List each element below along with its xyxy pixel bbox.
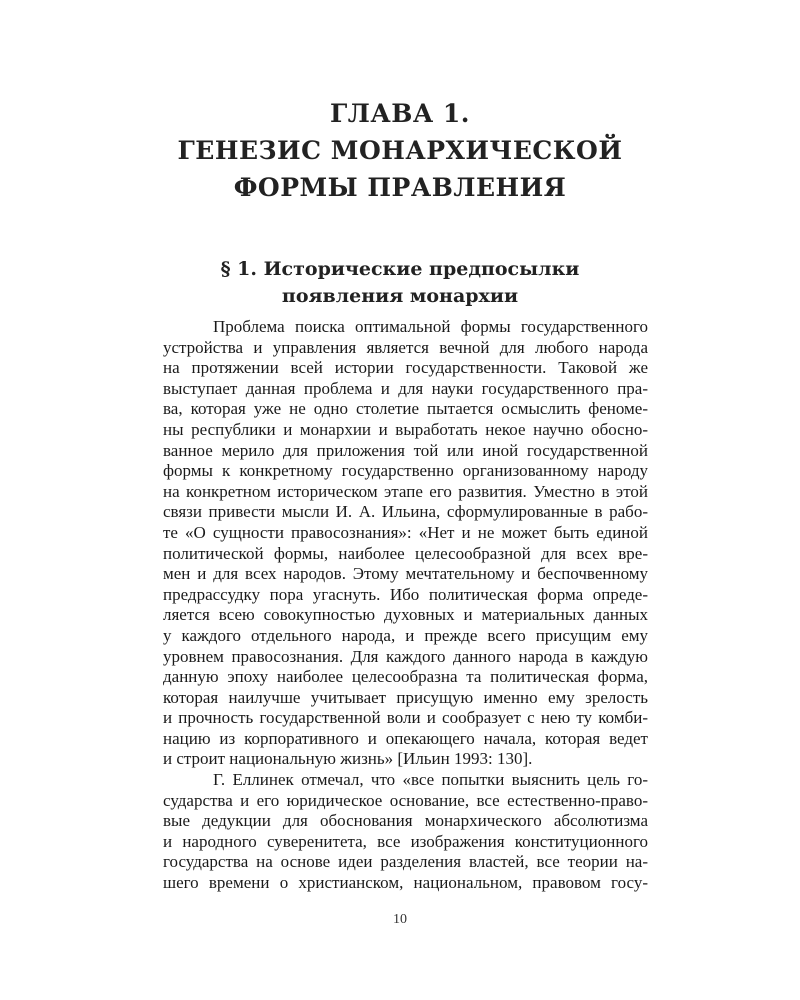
text-line: выступает данная проблема и для науки государственного пра- bbox=[163, 378, 648, 398]
chapter-title-line: ГЛАВА 1. bbox=[329, 99, 471, 128]
text-line: связи привести мысли И. А. Ильина, сформулированные в рабо- bbox=[163, 502, 648, 522]
page-number: 10 bbox=[393, 912, 407, 927]
text-line: на конкретном историческом этапе его развития. Уместно в этой bbox=[163, 481, 648, 501]
section-title bbox=[0, 256, 800, 310]
text-line: те «О сущности правосознания»: «Нет и не может быть единой bbox=[163, 522, 648, 542]
text-line: предрассудку пора угаснуть. Ибо политическая форма опреде- bbox=[163, 584, 648, 604]
text-line: нацию из корпоративного и опекающего начала, которая ведет bbox=[163, 728, 648, 748]
chapter-title bbox=[0, 95, 800, 206]
chapter-title-line: ГЕНЕЗИС МОНАРХИЧЕСКОЙ bbox=[177, 136, 623, 165]
text-line: и прочность государственной воли и сообразует с нею ту комби- bbox=[163, 708, 648, 728]
text-line: и строит национальную жизнь» [Ильин 1993: 130]. bbox=[163, 749, 533, 769]
text-line: формы к конкретному государственно организованному народу bbox=[163, 461, 648, 481]
text-line: у каждого отдельного народа, и прежде всего присущим ему bbox=[163, 625, 648, 645]
text-line: мен и для всех народов. Этому мечтательному и беспочвенному bbox=[163, 564, 648, 584]
text-line: сударства и его юридическое основание, все естественно-право- bbox=[163, 790, 648, 810]
text-line: которая наилучше учитывает присущую именно ему зрелость bbox=[163, 687, 648, 707]
text-line: Г. Еллинек отмечал, что «все попытки выяснить цель го- bbox=[213, 770, 648, 790]
text-line: ны республики и монархии и выработать некое научно обосно- bbox=[163, 419, 648, 439]
text-line: шего времени о христианском, национальном, правовом госу- bbox=[163, 873, 648, 893]
text-line: устройства и управления является вечной для любого народа bbox=[163, 337, 648, 357]
text-line: государства на основе идеи разделения властей, все теории на- bbox=[163, 852, 648, 872]
text-line: ляется всею совокупностью духовных и материальных данных bbox=[163, 605, 648, 625]
text-line: Проблема поиска оптимальной формы государственного bbox=[213, 317, 648, 336]
section-title-line: появления монархии bbox=[281, 285, 519, 307]
text-line: данную эпоху наиболее целесообразна та политическая форма, bbox=[163, 667, 648, 687]
text-line: и народного суверенитета, все изображения конституционного bbox=[163, 831, 648, 851]
text-line: ванное мерило для приложения той или иной государственной bbox=[163, 440, 648, 460]
text-line: на протяжении всей истории государственности. Таковой же bbox=[163, 358, 648, 378]
text-line: ва, которая уже не одно столетие пытается осмыслить феноме- bbox=[163, 399, 648, 419]
text-line: политической формы, наиболее целесообразной для всех вре- bbox=[163, 543, 648, 563]
text-line: уровнем правосознания. Для каждого данного народа в каждую bbox=[163, 646, 648, 666]
section-title-line: § 1. Исторические предпосылки bbox=[220, 258, 580, 280]
chapter-title-line: ФОРМЫ ПРАВЛЕНИЯ bbox=[233, 173, 567, 202]
body-text bbox=[163, 317, 648, 894]
text-line: вые дедукции для обоснования монархического абсолютизма bbox=[163, 811, 648, 831]
